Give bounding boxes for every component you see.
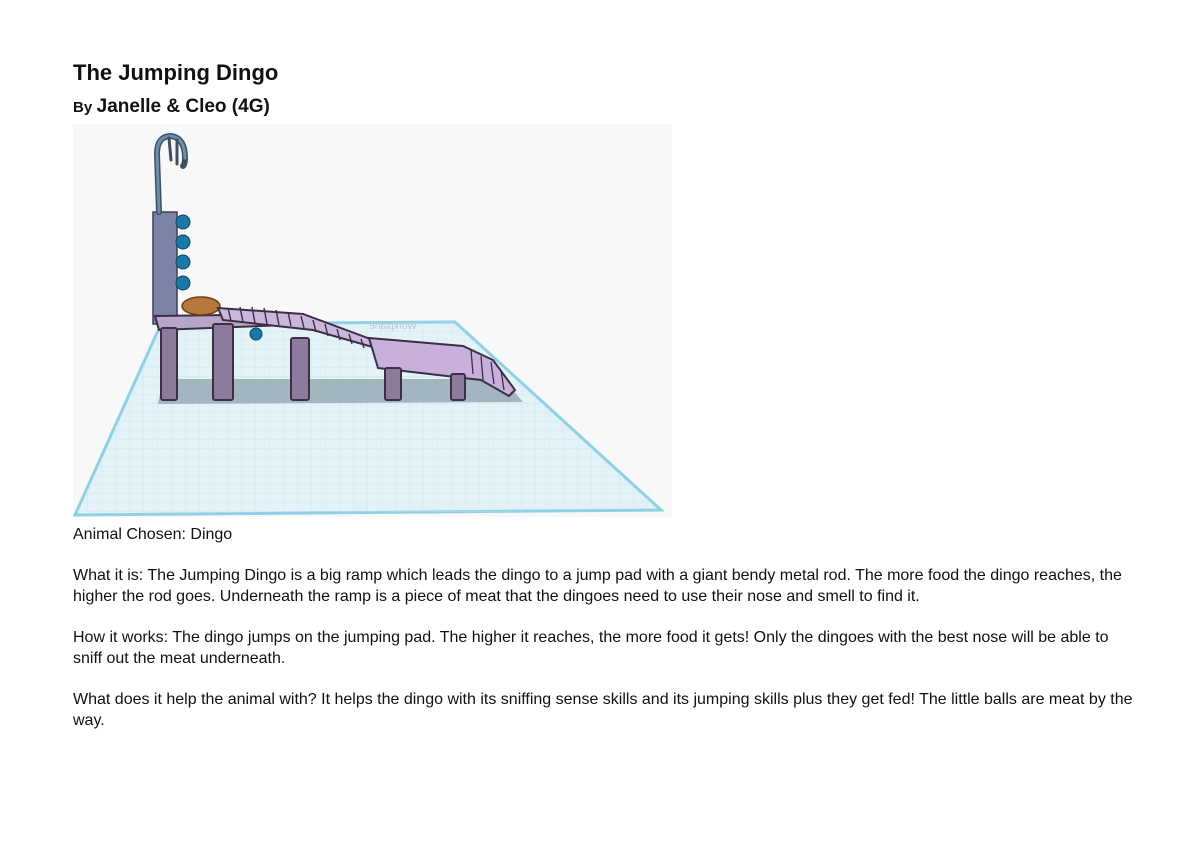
helps-animal-paragraph: What does it help the animal with? It helps the dingo with its sniffing sense skills and its jumping skills plus they get fed! The little balls are meat by the way.: [73, 691, 1133, 729]
dingo-ramp-model-illustration: [73, 124, 672, 517]
document-title: The Jumping Dingo: [73, 60, 279, 85]
byline-prefix: By: [73, 99, 93, 116]
animal-chosen-text: Animal Chosen: Dingo: [73, 526, 233, 543]
model-screenshot: [73, 124, 672, 517]
byline-authors: Janelle & Cleo (4G): [96, 96, 270, 117]
byline: [73, 94, 1133, 121]
how-it-works-paragraph: How it works: The dingo jumps on the jumping pad. The higher it reaches, the more food it gets! Only the dingoes with the best nose will be able to sniff out the meat underneath.: [73, 629, 1109, 667]
document-page: [73, 58, 1133, 731]
svg-text:Workplane: Workplane: [369, 321, 417, 332]
what-it-is-paragraph: What it is: The Jumping Dingo is a big ramp which leads the dingo to a jump pad with a giant bendy metal rod. The more food the dingo reaches, the higher the rod goes. Underneath the ramp is a piece of meat that the dingoes need to use their nose and smell to find it.: [73, 567, 1122, 605]
